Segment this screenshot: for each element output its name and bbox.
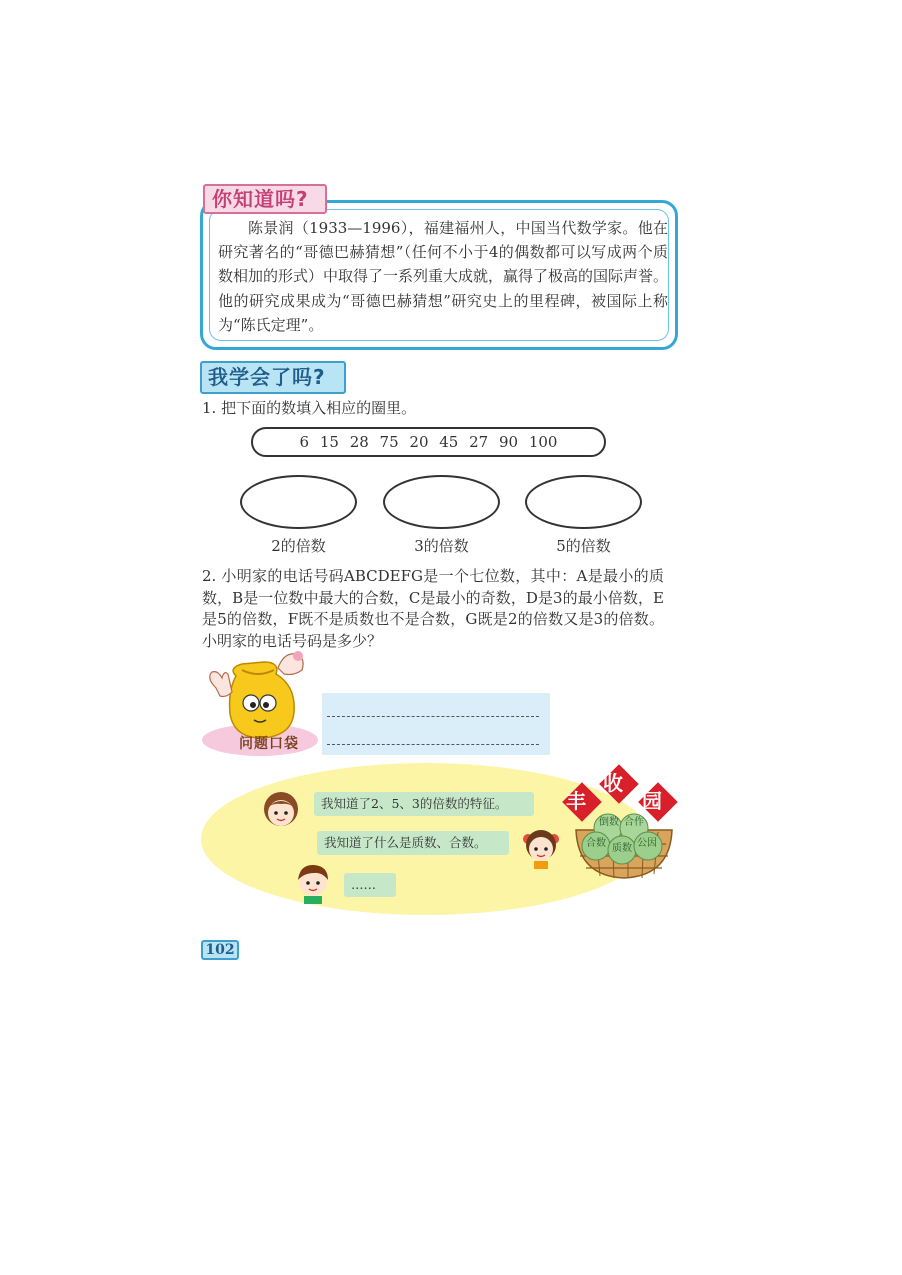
question-pocket-label: 问题口袋 — [239, 736, 299, 752]
circle-label: 2的倍数 — [271, 537, 326, 555]
girl-with-bows-avatar-icon — [518, 823, 564, 869]
harvest-ball-label: 公因 — [637, 838, 657, 849]
circle-label: 5的倍数 — [556, 537, 611, 555]
did-you-know-title: 你知道吗? — [203, 184, 327, 214]
did-you-know-paragraph: 陈景润（1933—1996），福建福州人，中国当代数学家。他在研究著名的“哥德巴赫猜想”（任何不小于4的偶数都可以写成两个质数相加的形式）中取得了一系列重大成就，赢得了极高的国际声誉。他的研究成果成为“哥德巴赫猜想”研究史上的里程碑，被国际上称为“陈氏定理”。 — [218, 219, 669, 334]
harvest-ball-label: 合作 — [624, 817, 644, 828]
speech-bubble: 我知道了什么是质数、合数。 — [317, 831, 509, 855]
girl-avatar-icon — [258, 787, 304, 833]
numbers-oval: 6 15 28 75 20 45 27 90 100 — [251, 427, 606, 457]
harvest-title-char: 园 — [642, 789, 662, 813]
harvest-ball-label: 合数 — [586, 838, 606, 849]
question-2: 2. 小明家的电话号码ABCDEFG是一个七位数，其中：A是最小的质数，B是一位数中最大的合数，C是最小的奇数，D是3的最小倍数，E是5的倍数，F既不是质数也不是合数，G既是2的倍数又是3的倍数。小明家的电话号码是多少？ — [202, 567, 664, 650]
answer-line[interactable] — [327, 716, 539, 717]
page-number: 102 — [201, 940, 239, 960]
did-you-know-text — [218, 216, 668, 337]
harvest-title-char: 收 — [603, 771, 623, 795]
answer-line[interactable] — [327, 744, 539, 745]
multiples-of-3-circle[interactable] — [383, 475, 500, 529]
harvest-ball-label: 质数 — [612, 843, 632, 854]
circle-label: 3的倍数 — [414, 537, 469, 555]
harvest-title-char: 丰 — [566, 789, 586, 813]
speech-bubble: …… — [344, 873, 396, 897]
boy-avatar-icon — [290, 858, 336, 904]
multiples-of-5-circle[interactable] — [525, 475, 642, 529]
multiples-of-2-circle[interactable] — [240, 475, 357, 529]
question-1: 1. 把下面的数填入相应的圈里。 — [202, 399, 417, 417]
harvest-ball-label: 倒数 — [599, 817, 619, 828]
answer-area — [322, 693, 550, 755]
have-i-learned-title: 我学会了吗? — [200, 361, 346, 394]
speech-bubble: 我知道了2、5、3的倍数的特征。 — [314, 792, 534, 816]
